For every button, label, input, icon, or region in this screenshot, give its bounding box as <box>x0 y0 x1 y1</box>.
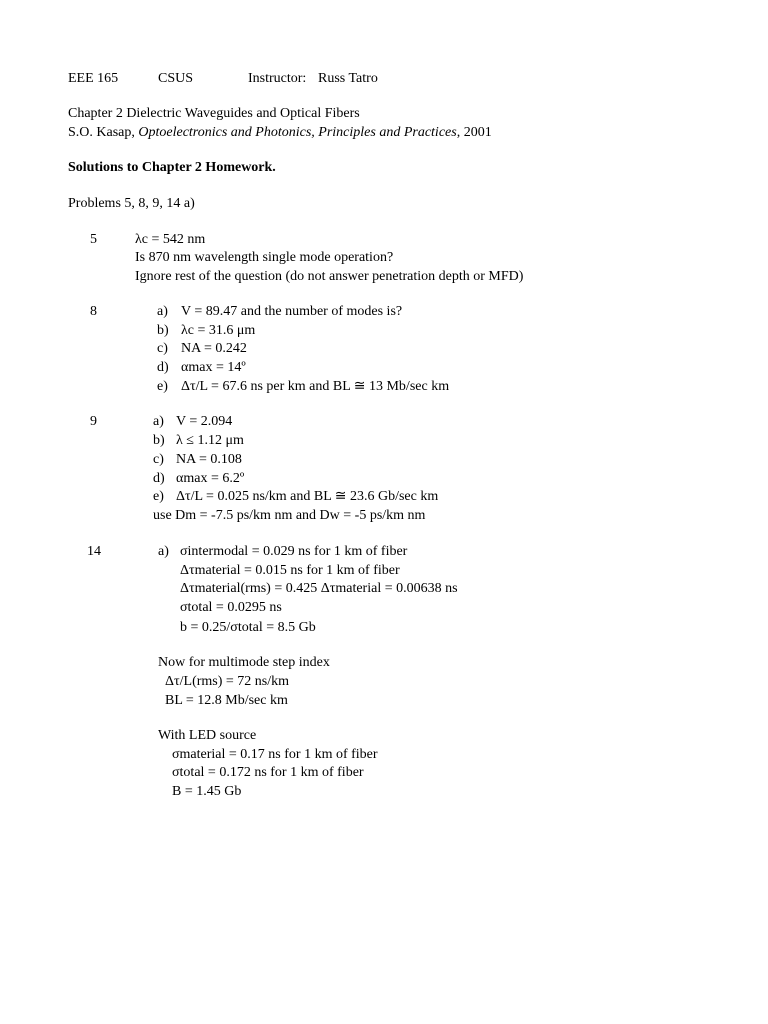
multimode-heading: Now for multimode step index <box>158 655 330 670</box>
problem-9-number: 9 <box>90 414 97 429</box>
problem-5-number: 5 <box>90 232 97 247</box>
problem-14-line: σintermodal = 0.029 ns for 1 km of fiber <box>180 544 408 559</box>
problem-9-item-text: Δτ/L = 0.025 ns/km and BL ≅ 23.6 Gb/sec km <box>176 489 439 504</box>
problem-9-item-label: b) <box>153 433 165 448</box>
problem-14-number: 14 <box>87 544 101 559</box>
problem-9-item-text: V = 2.094 <box>176 414 233 429</box>
reference-title: Optoelectronics and Photonics, Principles and Practices <box>138 125 457 140</box>
chapter-title: Chapter 2 Dielectric Waveguides and Optical Fibers <box>68 106 360 121</box>
problem-9-note: use Dm = -7.5 ps/km nm and Dw = -5 ps/km nm <box>153 508 426 523</box>
problem-8-item-text: V = 89.47 and the number of modes is? <box>181 304 403 319</box>
reference-author: S.O. Kasap, <box>68 125 139 140</box>
problem-8-item-text: λc = 31.6 μm <box>181 323 256 338</box>
multimode-line: BL = 12.8 Mb/sec km <box>165 693 288 708</box>
problem-9-item-label: d) <box>153 471 165 486</box>
problem-14-line: b = 0.25/σtotal = 8.5 Gb <box>180 620 316 635</box>
problem-8-item-label: a) <box>157 304 168 319</box>
problem-8-item-label: c) <box>157 341 168 356</box>
problem-14-line: σtotal = 0.0295 ns <box>180 600 282 615</box>
problem-5-line: Is 870 nm wavelength single mode operation? <box>135 250 394 265</box>
problems-list: Problems 5, 8, 9, 14 a) <box>68 196 195 211</box>
problem-14-label: a) <box>158 544 169 559</box>
course-code: EEE 165 <box>68 71 119 86</box>
problem-9-item-text: αmax = 6.2º <box>176 471 245 486</box>
problem-14-line: Δτmaterial(rms) = 0.425 Δτmaterial = 0.00638 ns <box>180 581 458 596</box>
problem-9-item-label: a) <box>153 414 164 429</box>
problem-8-item-text: αmax = 14º <box>181 360 246 375</box>
problem-14-line: Δτmaterial = 0.015 ns for 1 km of fiber <box>180 563 400 578</box>
instructor-label: Instructor: <box>248 71 307 86</box>
textbook-reference <box>68 124 492 141</box>
problem-5-line: λc = 542 nm <box>135 232 206 247</box>
led-heading: With LED source <box>158 728 257 743</box>
led-line: σtotal = 0.172 ns for 1 km of fiber <box>172 765 364 780</box>
problem-8-item-text: Δτ/L = 67.6 ns per km and BL ≅ 13 Mb/sec km <box>181 379 450 394</box>
problem-8-item-text: NA = 0.242 <box>181 341 247 356</box>
problem-8-number: 8 <box>90 304 97 319</box>
multimode-line: Δτ/L(rms) = 72 ns/km <box>165 674 290 689</box>
led-line: σmaterial = 0.17 ns for 1 km of fiber <box>172 747 378 762</box>
problem-9-item-label: e) <box>153 489 164 504</box>
problem-8-item-label: d) <box>157 360 169 375</box>
instructor-name: Russ Tatro <box>318 71 378 86</box>
problem-5-line: Ignore rest of the question (do not answer penetration depth or MFD) <box>135 269 524 284</box>
led-line: B = 1.45 Gb <box>172 784 242 799</box>
problem-9-item-text: λ ≤ 1.12 μm <box>176 433 244 448</box>
reference-year: , 2001 <box>456 125 492 140</box>
problem-9-item-text: NA = 0.108 <box>176 452 242 467</box>
school-name: CSUS <box>158 71 194 86</box>
problem-8-item-label: e) <box>157 379 168 394</box>
problem-9-item-label: c) <box>153 452 164 467</box>
solutions-heading: Solutions to Chapter 2 Homework. <box>68 160 276 175</box>
problem-8-item-label: b) <box>157 323 169 338</box>
